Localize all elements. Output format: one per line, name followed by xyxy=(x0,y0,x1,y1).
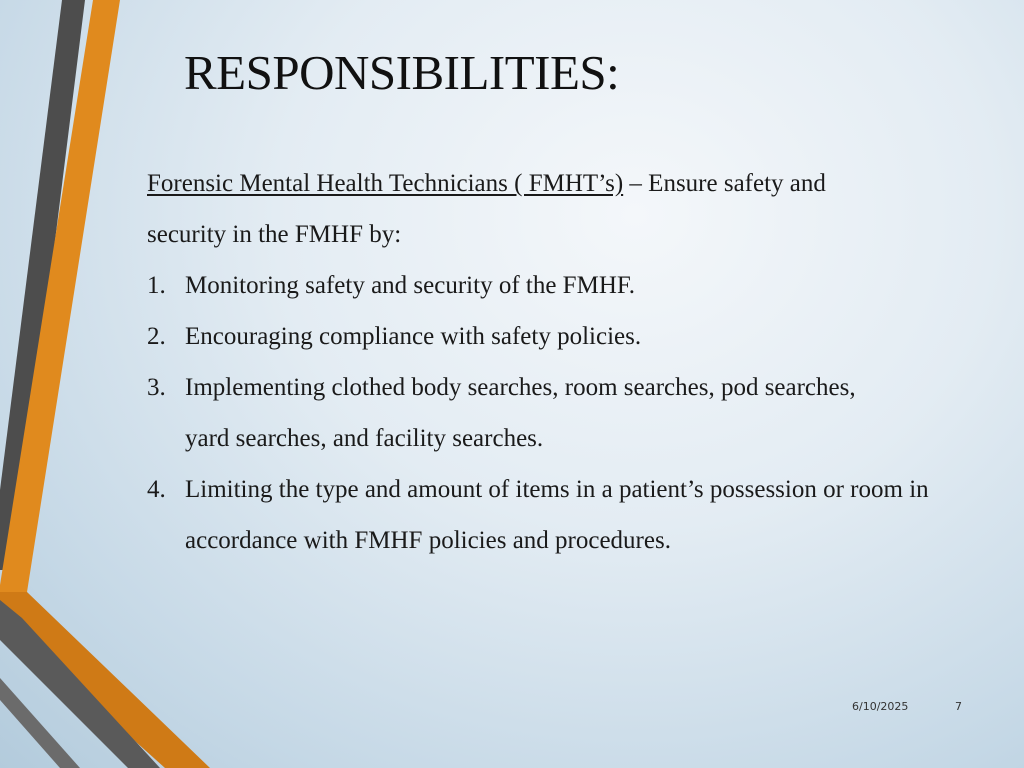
list-number: 4. xyxy=(147,476,166,503)
list-text: Monitoring safety and security of the FMHF. xyxy=(185,272,636,299)
responsibility-list xyxy=(147,260,967,566)
intro-line-1 xyxy=(147,158,967,209)
list-number: 3. xyxy=(147,374,166,401)
slide-body xyxy=(147,158,967,566)
footer-date: 6/10/2025 xyxy=(852,700,909,713)
role-name: Forensic Mental Health Technicians ( FMHT’s) xyxy=(147,170,624,197)
intro-continuation: – Ensure safety and xyxy=(623,170,826,197)
list-item xyxy=(147,464,975,566)
slide-title: RESPONSIBILITIES: xyxy=(184,45,620,100)
list-text: Encouraging compliance with safety policies. xyxy=(185,323,642,350)
list-item xyxy=(147,260,967,311)
list-number: 2. xyxy=(147,323,166,350)
intro-line-2: security in the FMHF by: xyxy=(147,221,402,248)
gray-diagonal-stripe xyxy=(0,600,160,768)
list-text: Limiting the type and amount of items in a patient’s possession or room in accordance with FMHF policies and procedures. xyxy=(185,476,929,554)
list-item xyxy=(147,311,967,362)
list-item xyxy=(147,362,875,464)
page-number: 7 xyxy=(955,700,962,713)
list-text: Implementing clothed body searches, room searches, pod searches, yard searches, and facility searches. xyxy=(185,374,856,452)
list-number: 1. xyxy=(147,272,166,299)
